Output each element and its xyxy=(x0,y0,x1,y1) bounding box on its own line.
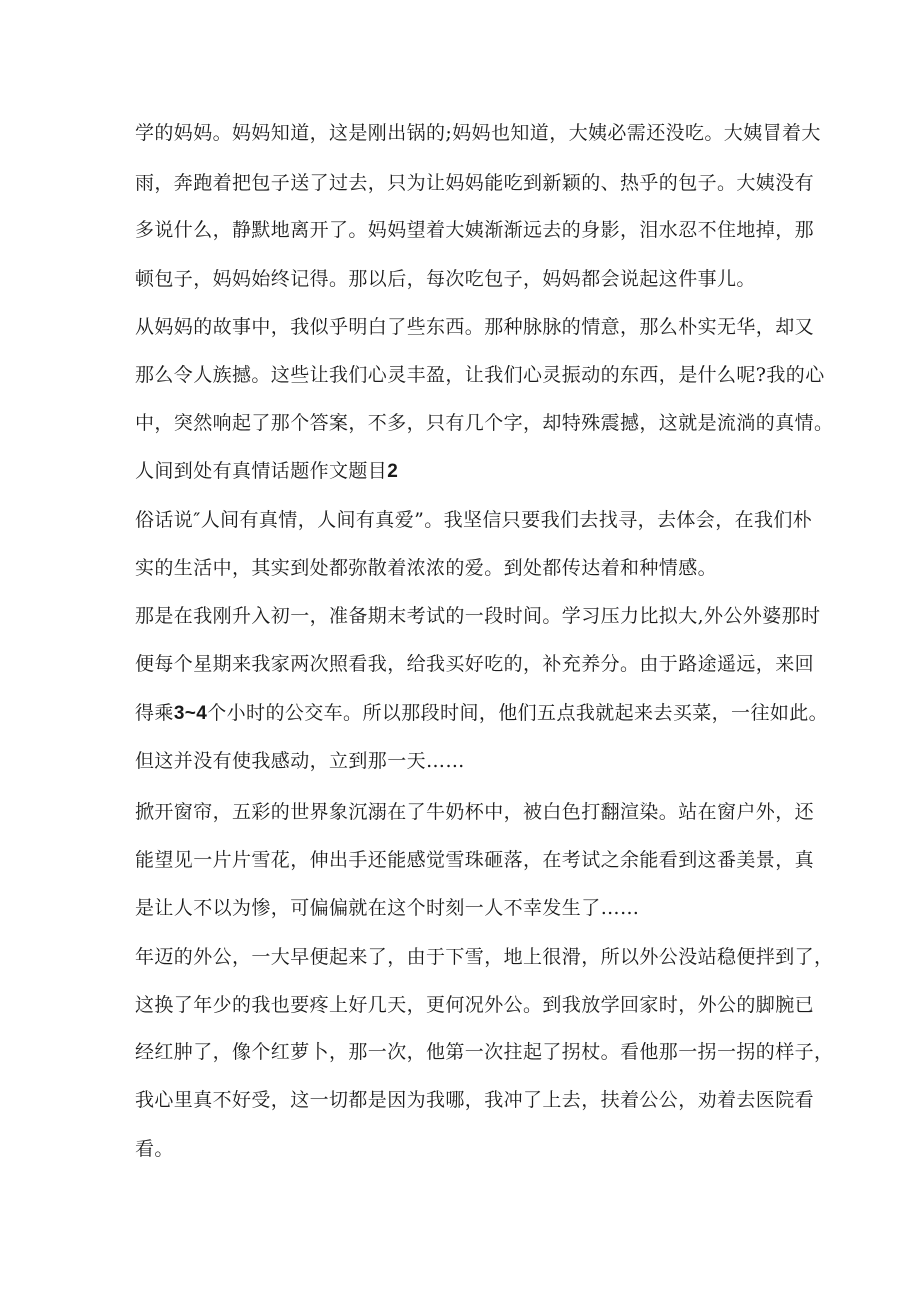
para4-line3 xyxy=(135,700,828,727)
section-heading-number: 2 xyxy=(387,461,399,482)
para4-line3-post: 个小时的公交车。所以那段时间，他们五点我就起来去买菜，一往如此。 xyxy=(207,702,829,724)
para6-line4: 我心里真不好受，这一切都是因为我哪，我冲了上去，扶着公公，劝着去医院看 xyxy=(135,1089,815,1111)
section-heading xyxy=(135,458,398,485)
para6-line5: 看。 xyxy=(135,1138,174,1160)
para4-line1: 那是在我刚升入初一，准备期末考试的一段时间。学习压力比拟大,外公外婆那时 xyxy=(135,605,821,627)
para1-line1: 学的妈妈。妈妈知道，这是刚出锅的;妈妈也知道，大姨必需还没吃。大姨冒着大 xyxy=(135,122,821,144)
section-heading-text: 人间到处有真情话题作文题目 xyxy=(135,460,388,482)
para4-line2: 便每个星期来我家两次照看我，给我买好吃的，补充养分。由于路途遥远，来回 xyxy=(135,653,815,675)
para1-line3: 多说什么，静默地离开了。妈妈望着大姨渐渐远去的身影，泪水忍不住地掉，那 xyxy=(135,219,815,241)
para2-line1: 从妈妈的故事中，我似乎明白了些东西。那种脉脉的情意，那么朴实无华，却又 xyxy=(135,316,815,338)
para1-line4: 顿包子，妈妈始终记得。那以后，每次吃包子，妈妈都会说起这件事儿。 xyxy=(135,268,756,290)
para5-line3: 是让人不以为惨，可偏偏就在这个时刻一人不幸发生了…… xyxy=(135,897,640,919)
para6-line3: 经红肿了，像个红萝卜，那一次，他第一次拄起了拐杖。看他那一拐一拐的样子， xyxy=(135,1041,834,1063)
para2-line3: 中，突然响起了那个答案，不多，只有几个字，却特殊震撼，这就是流淌的真情。 xyxy=(135,412,834,434)
para6-line1: 年迈的外公，一大早便起来了，由于下雪，地上很滑，所以外公没站稳便拌到了， xyxy=(135,946,834,968)
para4-line3-num: 3~4 xyxy=(173,703,208,724)
para6-line2: 这换了年少的我也要疼上好几天，更何况外公。到我放学回家时，外公的脚腕已 xyxy=(135,994,815,1016)
para1-line2: 雨，奔跑着把包子送了过去，只为让妈妈能吃到新颖的、热乎的包子。大姨没有 xyxy=(135,172,815,194)
para3-line1: 俗话说″人间有真情，人间有真爱”。我坚信只要我们去找寻，去体会，在我们朴 xyxy=(135,509,813,531)
para2-line2: 那么令人族撼。这些让我们心灵丰盈，让我们心灵振动的东西，是什么呢?我的心 xyxy=(135,364,825,386)
para3-line2: 实的生活中，其实到处都弥散着浓浓的爱。到处都传达着和种情感。 xyxy=(135,557,718,579)
para5-line1: 掀开窗帘，五彩的世界象沉溺在了牛奶杯中，被白色打翻渲染。站在窗户外，还 xyxy=(135,801,815,823)
para5-line2: 能望见一片片雪花，伸出手还能感觉雪珠砸落，在考试之余能看到这番美景，真 xyxy=(135,849,815,871)
para4-line3-pre: 得乘 xyxy=(135,702,174,724)
para4-line4: 但这并没有使我感动，立到那一天…… xyxy=(135,750,465,772)
